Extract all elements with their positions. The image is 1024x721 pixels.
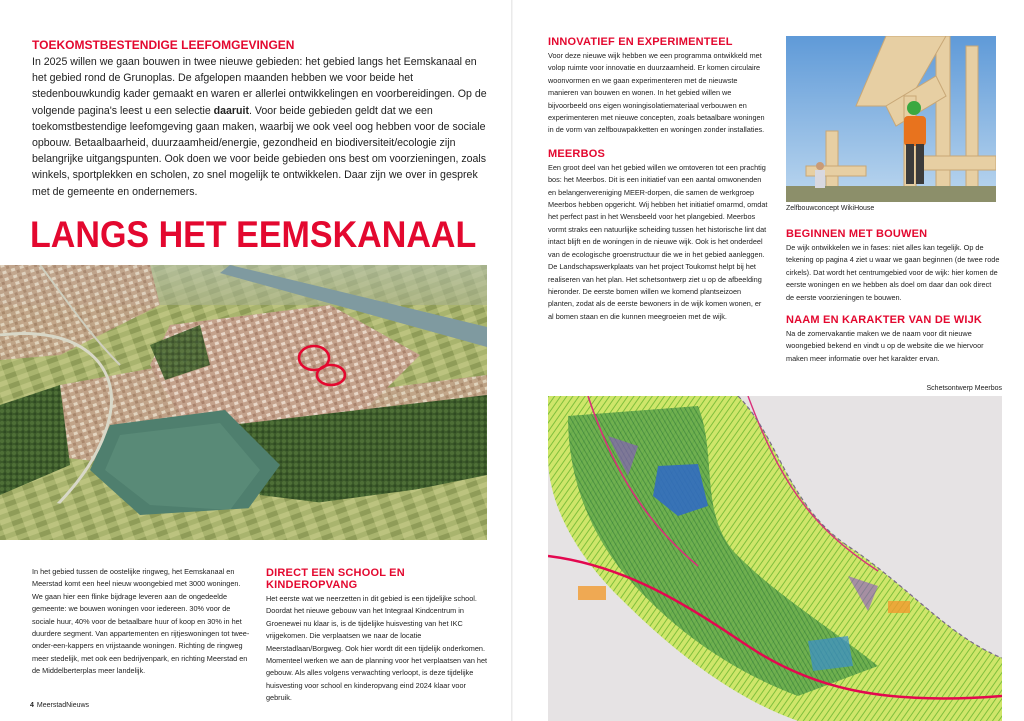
- intro-section: [32, 38, 492, 200]
- publication-name: MeerstadNieuws: [36, 702, 90, 709]
- intro-heading: TOEKOMSTBESTENDIGE LEEFOMGEVINGEN: [32, 38, 295, 52]
- school-heading: DIRECT EEN SCHOOL EN KINDEROPVANG: [266, 567, 405, 591]
- intro-text-bold: daaruit: [213, 104, 249, 117]
- left-column-text: In het gebied tussen de oostelijke ringweg, het Eemskanaal en Meerstad komt een heel nieuw woongebied met 3000 woningen. We gaan hier een flinke bijdrage leveren aan de ongedeelde gemeente: we bouwen woningen voor iedereen. 30% voor de sociale huur, 40% voor de betaalbare huur of koop en 30% in het duurdere segment. Van appartementen en rijtjeswoningen tot twee-onder-een-kappers en vrijstaande woningen. Richting de ringweg meer stedelijk, met ook een bedrijvenpark, en richting Meerstad en de Middelberterplas meer landelijk.: [32, 567, 250, 676]
- right-column-2: [786, 228, 1000, 375]
- aerial-render-image: [0, 265, 487, 540]
- innovatief-text: Voor deze nieuwe wijk hebben we een programma ontwikkeld met volop ruimte voor innovatie en duurzaamheid. Er komen circulaire woonvormen en we gaan experimenteren met de nieuwste manieren van bouwen en wonen. In het gebied willen we bijvoorbeeld ons eigen woningisolatiemateriaal verbouwen en experimenteren met nieuwe concepten, zoals betaalbare woningen in de vorm van zelfbouwpakketten en woningen zonder installaties.: [548, 51, 765, 135]
- meerbos-text: Een groot deel van het gebied willen we omtoveren tot een prachtig bos: het Meerbos. Dit is een initiatief van een aantal omwonenden en belangenvereniging MEER-dorpen, die samen de werkgroep Meerbos hebben opgericht. Wij hebben het initiatief omarmd, omdat het perfect past in het Wensbeeld voor het plangebied. Meerbos vormt straks een natuurlijke scheiding tussen het historische lint dat intact blijft en de woningen in de nieuwe wijk. Ook is het onderdeel van de ecologische groenstructuur die we in het gebied aanleggen. De Landschapswerkplaats van het project Toukomst helpt bij het realiseren van het plan. Het schetsontwerp ziet u op de afbeelding hieronder. De eerste bomen willen we komend plantseizoen planten, zodat als de eerste bewoners in de wijk komen wonen, er al bomen staan en die kunnen meegroeien met de wijk.: [548, 162, 768, 321]
- naam-heading: NAAM EN KARAKTER VAN DE WIJK: [786, 314, 983, 327]
- wikihouse-caption: Zelfbouwconcept WikiHouse: [786, 205, 875, 212]
- page-spread-fold: [511, 0, 513, 721]
- left-column: [32, 566, 250, 678]
- right-column-1: [548, 36, 768, 334]
- naam-text: Na de zomervakantie maken we de naam voor dit nieuwe woongebied bekend en vindt u op de website die we hiervoor maken meer informatie over het karakter ervan.: [786, 329, 984, 363]
- page-title: LANGS HET EEMSKANAAL: [30, 214, 477, 255]
- intro-paragraph: [32, 54, 492, 200]
- wikihouse-photo: [786, 36, 996, 202]
- intro-text-b: . Voor beide gebieden geldt dat we een toekomstbestendige leefomgeving gaan maken, waarbij we ook veel oog hebben voor de sociale opbouw. Betaalbaarheid, duurzaamheid/energie, gezondheid en biodiversiteit/ecologie zijn belangrijke uitgangspunten. Ook doen we voor beide gebieden ons best om voorzieningen, zoals winkels, sportplekken en scholen, zo snel mogelijk te ontwikkelen. Daar zijn we over in gesprek met de gemeente en ondernemers.: [32, 104, 487, 198]
- meerbos-sketch-image: [548, 396, 1002, 721]
- page-footer: [30, 702, 89, 709]
- innovatief-heading: INNOVATIEF EN EXPERIMENTEEL: [548, 36, 733, 48]
- sketch-caption: Schetsontwerp Meerbos: [926, 385, 1002, 392]
- bouwen-heading: BEGINNEN MET BOUWEN: [786, 228, 928, 240]
- intro-text-a: In 2025 willen we gaan bouwen in twee nieuwe gebieden: het gebied langs het Eemskanaal en het gebied rond de Grunoplas. De afgelopen maanden hebben we voor beide het stedenbouwkundig kader gemaakt en waren er allerlei ontwikkelingen en voorbereidingen. Op de volgende pagina's leest u een selectie: [32, 56, 487, 117]
- page-number: 4: [30, 702, 34, 709]
- school-text: Het eerste wat we neerzetten in dit gebied is een tijdelijke school. Doordat het nieuwe gebouw van het Integraal Kindcentrum in Groenewei nu klaar is, is de tijdelijke huisvesting van het IKC vrijgekomen. Die verplaatsen we naar de locatie Meerstadlaan/Borgweg. Ook hier wordt dit een tijdelijk onderkomen. Momenteel werken we aan de planning voor het verplaatsen van het gebouw. Als alles volgens verwachting verloopt, is deze tijdelijke huisvesting voor school en kinderopvang eind 2024 klaar voor gebruik.: [266, 594, 488, 703]
- school-section: [266, 567, 488, 705]
- meerbos-heading: MEERBOS: [548, 147, 606, 160]
- bouwen-text: De wijk ontwikkelen we in fases: niet alles kan tegelijk. Op de tekening op pagina 4 ziet u waar we gaan beginnen (de twee rode cirkels). Dat wordt het centrumgebied voor de wijk: hier komen de eerste woningen en we hebben als doel om daar dan ook direct de eerste voorzieningen te bouwen.: [786, 243, 1000, 302]
